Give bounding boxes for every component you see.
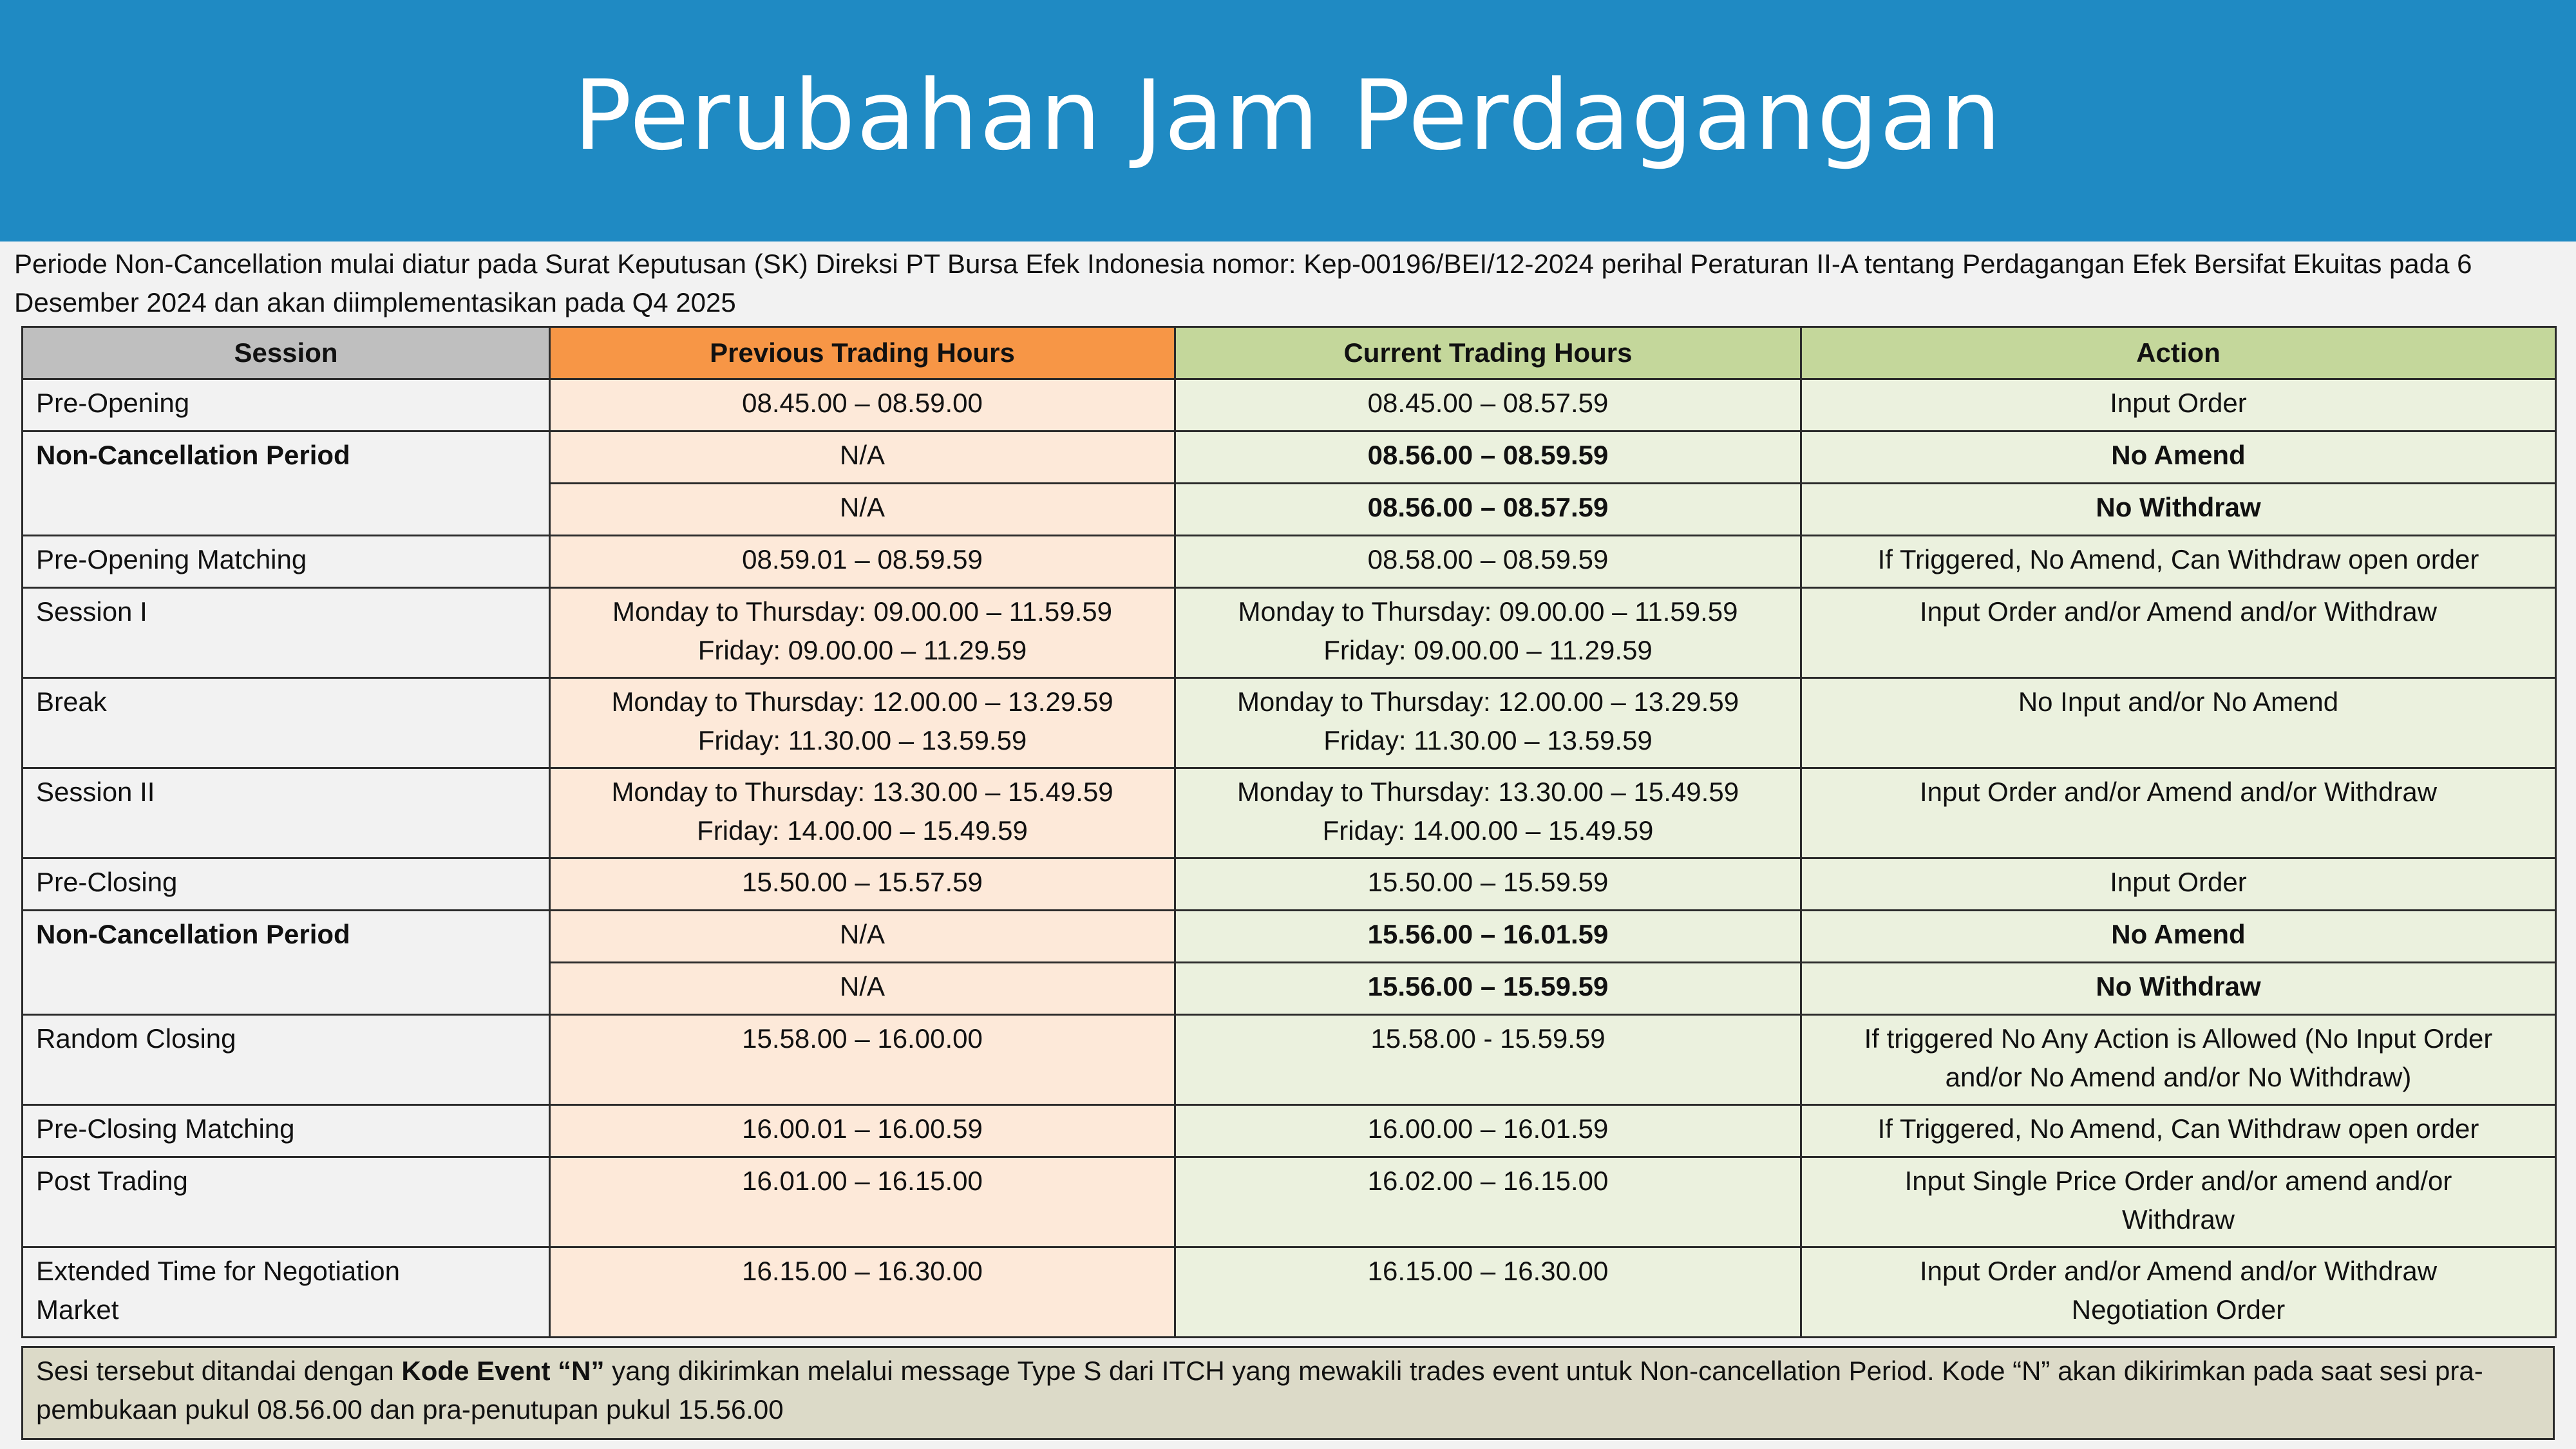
action-cell: No Amend xyxy=(1801,911,2556,963)
table-row xyxy=(23,431,2556,484)
session-cell: Session I xyxy=(23,588,550,678)
session-cell: Pre-Opening Matching xyxy=(23,536,550,588)
current-hours-cell xyxy=(1175,588,1801,678)
session-line: Market xyxy=(36,1294,119,1325)
current-hours-cell: 08.56.00 – 08.57.59 xyxy=(1175,484,1801,536)
current-hours-cell: 08.45.00 – 08.57.59 xyxy=(1175,379,1801,431)
previous-hours-cell xyxy=(550,678,1175,768)
action-cell xyxy=(1801,1015,2556,1105)
session-cell: Post Trading xyxy=(23,1157,550,1247)
current-hours-weekday: Monday to Thursday: 13.30.00 – 15.49.59 xyxy=(1236,777,1739,807)
session-cell: Pre-Closing Matching xyxy=(23,1105,550,1157)
current-hours-cell: 16.02.00 – 16.15.00 xyxy=(1175,1157,1801,1247)
previous-hours-cell xyxy=(550,588,1175,678)
intro-paragraph: Periode Non-Cancellation mulai diatur pada Surat Keputusan (SK) Direksi PT Bursa Efek Indonesia nomor: Kep-00196/BEI/12-2024 perihal Peraturan II-A tentang Perdagangan Efek Bersifat Ekuitas pada 6 Desember 2024 dan akan diimplementasikan pada Q4 2025 xyxy=(14,249,2472,317)
current-hours-cell: 08.56.00 – 08.59.59 xyxy=(1175,431,1801,484)
session-cell: Non-Cancellation Period xyxy=(23,911,550,1015)
action-line: Input Single Price Order and/or amend and/or xyxy=(1904,1166,2452,1196)
current-hours-friday: Friday: 09.00.00 – 11.29.59 xyxy=(1323,635,1653,665)
previous-hours-cell: 16.01.00 – 16.15.00 xyxy=(550,1157,1175,1247)
table-row xyxy=(23,379,2556,431)
current-hours-friday: Friday: 11.30.00 – 13.59.59 xyxy=(1323,725,1653,755)
page-title: Perubahan Jam Perdagangan xyxy=(573,59,2003,172)
header-action: Action xyxy=(1801,327,2556,379)
session-cell: Break xyxy=(23,678,550,768)
action-line: Input Order and/or Amend and/or Withdraw xyxy=(1919,1256,2438,1286)
current-hours-cell: 16.15.00 – 16.30.00 xyxy=(1175,1247,1801,1338)
previous-hours-cell: N/A xyxy=(550,431,1175,484)
current-hours-cell: 15.50.00 – 15.59.59 xyxy=(1175,858,1801,911)
footer-text-end: yang dikirimkan melalui message Type S dari ITCH yang mewakili trades event untuk Non-cancellation Period. Kode “N” akan dikirimkan pada saat sesi pra-pembukaan pukul 08.56.00 dan pra-penutupan pukul 15.56.00 xyxy=(36,1356,2483,1425)
action-cell: Input Order xyxy=(1801,858,2556,911)
previous-hours-cell: N/A xyxy=(550,484,1175,536)
table-row xyxy=(23,1105,2556,1157)
action-cell: No Amend xyxy=(1801,431,2556,484)
action-line: Negotiation Order xyxy=(2071,1294,2286,1325)
header-previous-hours: Previous Trading Hours xyxy=(550,327,1175,379)
trading-hours-table xyxy=(21,326,2557,1338)
table-row xyxy=(23,1157,2556,1247)
table-row xyxy=(23,1015,2556,1105)
previous-hours-cell: N/A xyxy=(550,911,1175,963)
title-banner xyxy=(0,0,2576,242)
action-cell: Input Order xyxy=(1801,379,2556,431)
table-row xyxy=(23,678,2556,768)
action-cell: No Withdraw xyxy=(1801,484,2556,536)
previous-hours-cell: N/A xyxy=(550,963,1175,1015)
footer-event-code: Kode Event “N” xyxy=(401,1356,605,1386)
action-cell: If Triggered, No Amend, Can Withdraw open order xyxy=(1801,536,2556,588)
table-row xyxy=(23,1247,2556,1338)
previous-hours-cell: 08.45.00 – 08.59.00 xyxy=(550,379,1175,431)
current-hours-cell: 15.56.00 – 15.59.59 xyxy=(1175,963,1801,1015)
table-row xyxy=(23,588,2556,678)
header-current-hours: Current Trading Hours xyxy=(1175,327,1801,379)
current-hours-friday: Friday: 14.00.00 – 15.49.59 xyxy=(1322,815,1654,846)
session-cell: Pre-Closing xyxy=(23,858,550,911)
current-hours-cell: 08.58.00 – 08.59.59 xyxy=(1175,536,1801,588)
current-hours-weekday: Monday to Thursday: 12.00.00 – 13.29.59 xyxy=(1236,687,1739,717)
previous-hours-weekday: Monday to Thursday: 09.00.00 – 11.59.59 xyxy=(612,596,1112,627)
session-line: Extended Time for Negotiation xyxy=(36,1256,400,1286)
previous-hours-cell: 16.15.00 – 16.30.00 xyxy=(550,1247,1175,1338)
session-cell xyxy=(23,1247,550,1338)
footer-text-start: Sesi tersebut ditandai dengan xyxy=(36,1356,402,1386)
previous-hours-cell: 15.50.00 – 15.57.59 xyxy=(550,858,1175,911)
previous-hours-friday: Friday: 09.00.00 – 11.29.59 xyxy=(697,635,1027,665)
header-session: Session xyxy=(23,327,550,379)
session-cell: Pre-Opening xyxy=(23,379,550,431)
table-row xyxy=(23,858,2556,911)
table-row xyxy=(23,536,2556,588)
previous-hours-friday: Friday: 11.30.00 – 13.59.59 xyxy=(697,725,1027,755)
action-line: Withdraw xyxy=(2121,1204,2235,1235)
previous-hours-cell: 15.58.00 – 16.00.00 xyxy=(550,1015,1175,1105)
session-cell: Random Closing xyxy=(23,1015,550,1105)
action-line: If triggered No Any Action is Allowed (No Input Order xyxy=(1864,1023,2493,1054)
action-cell: If Triggered, No Amend, Can Withdraw open order xyxy=(1801,1105,2556,1157)
action-cell: Input Order and/or Amend and/or Withdraw xyxy=(1801,588,2556,678)
table-header-row xyxy=(23,327,2556,379)
action-cell: No Withdraw xyxy=(1801,963,2556,1015)
previous-hours-weekday: Monday to Thursday: 13.30.00 – 15.49.59 xyxy=(611,777,1113,807)
previous-hours-weekday: Monday to Thursday: 12.00.00 – 13.29.59 xyxy=(611,687,1113,717)
table-row xyxy=(23,768,2556,858)
action-cell: No Input and/or No Amend xyxy=(1801,678,2556,768)
action-cell xyxy=(1801,1157,2556,1247)
action-line: and/or No Amend and/or No Withdraw) xyxy=(1945,1062,2412,1092)
previous-hours-friday: Friday: 14.00.00 – 15.49.59 xyxy=(697,815,1028,846)
action-cell: Input Order and/or Amend and/or Withdraw xyxy=(1801,768,2556,858)
current-hours-cell: 16.00.00 – 16.01.59 xyxy=(1175,1105,1801,1157)
current-hours-weekday: Monday to Thursday: 09.00.00 – 11.59.59 xyxy=(1238,596,1738,627)
table-row xyxy=(23,911,2556,963)
session-cell: Session II xyxy=(23,768,550,858)
previous-hours-cell: 16.00.01 – 16.00.59 xyxy=(550,1105,1175,1157)
footer-note xyxy=(21,1346,2555,1440)
current-hours-cell xyxy=(1175,678,1801,768)
previous-hours-cell xyxy=(550,768,1175,858)
current-hours-cell: 15.56.00 – 16.01.59 xyxy=(1175,911,1801,963)
current-hours-cell xyxy=(1175,768,1801,858)
action-cell xyxy=(1801,1247,2556,1338)
previous-hours-cell: 08.59.01 – 08.59.59 xyxy=(550,536,1175,588)
session-cell: Non-Cancellation Period xyxy=(23,431,550,536)
current-hours-cell: 15.58.00 - 15.59.59 xyxy=(1175,1015,1801,1105)
